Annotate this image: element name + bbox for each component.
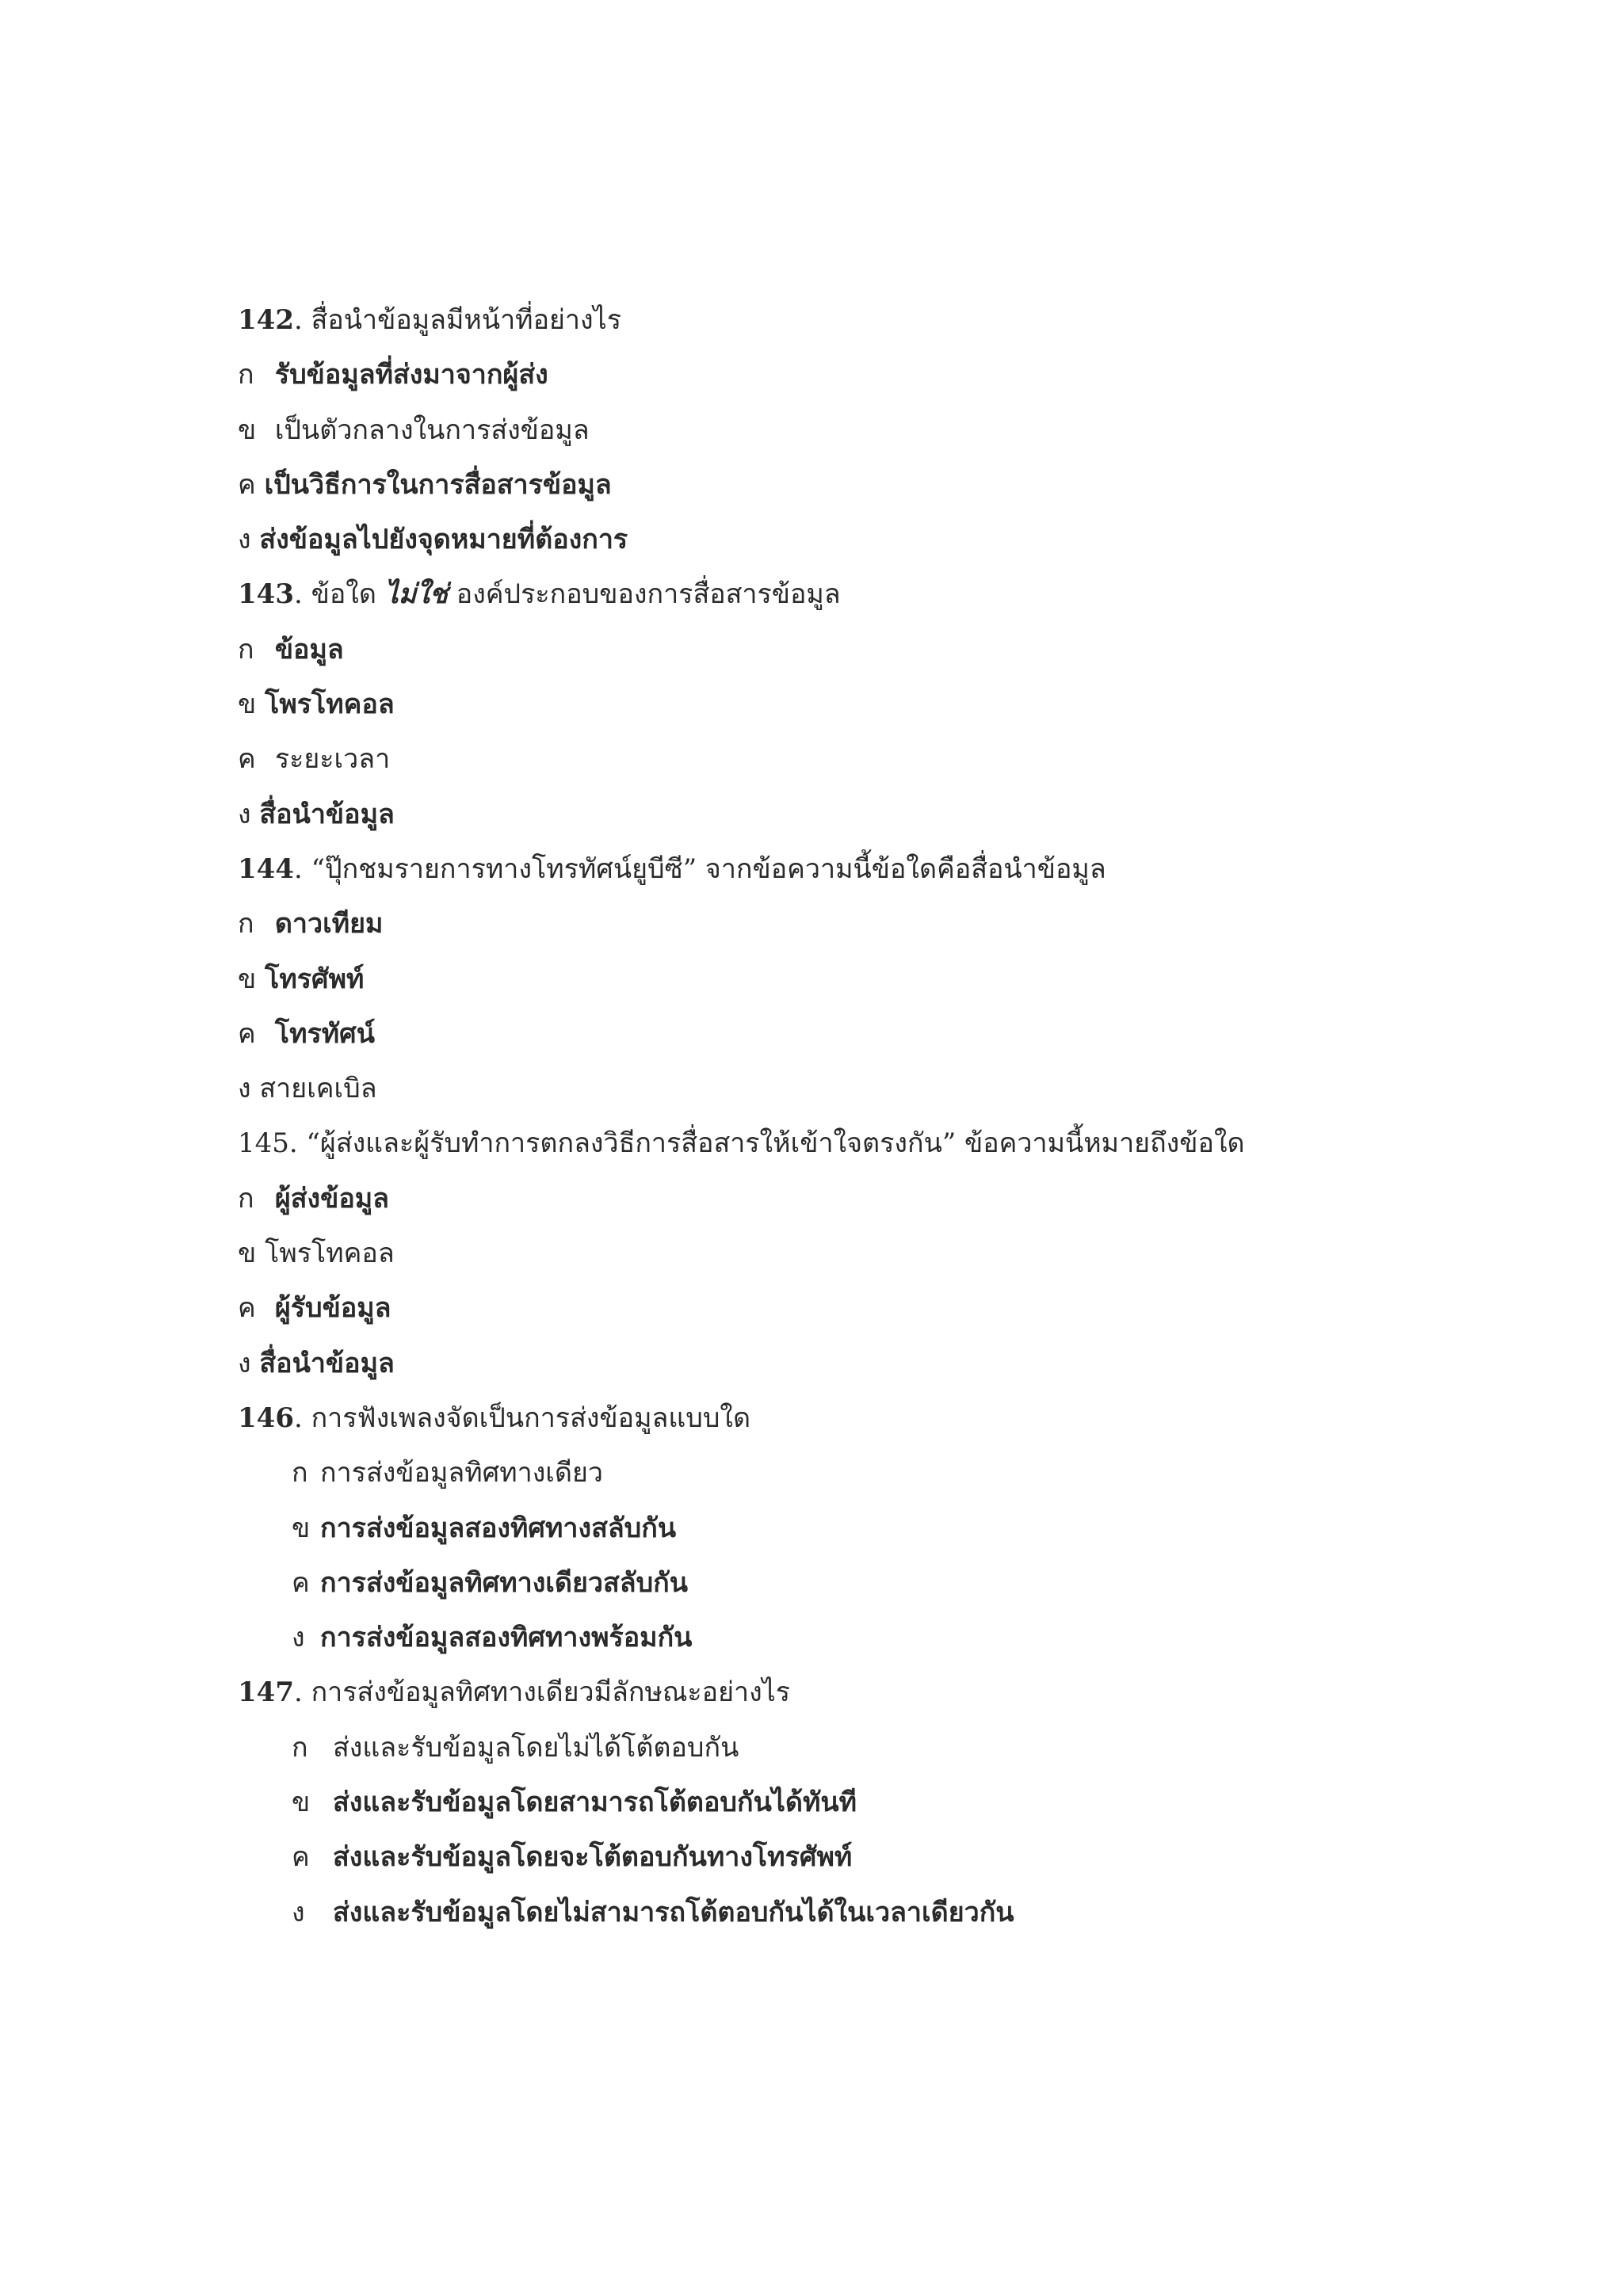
choice-item (238, 1446, 1545, 1501)
question-text: . ข้อใด (293, 578, 385, 611)
choice-item (238, 513, 1545, 567)
choice-item (238, 1007, 1545, 1062)
choice-item (238, 348, 1545, 402)
choice-letter: ข (238, 963, 257, 995)
choice-letter: ข (238, 414, 257, 446)
choice-letter: ก (292, 1731, 308, 1764)
choice-text: เป็นวิธีการในการสื่อสารข้อมูล (264, 468, 612, 501)
choice-text: ดาวเทียม (274, 908, 384, 940)
choice-text: ข้อมูล (274, 633, 344, 666)
choice-letter: ข (292, 1512, 311, 1544)
choice-item (238, 1886, 1545, 1940)
choice-letter: ง (238, 798, 251, 830)
choice-text: ส่งและรับข้อมูลโดยไม่ได้โต้ตอบกัน (333, 1731, 739, 1764)
choice-letter: ง (292, 1896, 305, 1928)
choice-text: ส่งและรับข้อมูลโดยไม่สามารถโต้ตอบกันได้ในเวลาเดียวกัน (333, 1896, 1014, 1928)
question-number: 145 (238, 1127, 289, 1160)
choice-item (238, 1172, 1545, 1226)
choice-text: การส่งข้อมูลทิศทางเดียว (320, 1457, 604, 1489)
question-146 (238, 1391, 1545, 1446)
question-text: . สื่อนำข้อมูลมีหน้าที่อย่างไร (293, 304, 621, 336)
choice-item (238, 403, 1545, 458)
choice-text: ส่งและรับข้อมูลโดยสามารถโต้ตอบกันได้ทันที (333, 1787, 857, 1819)
choice-item (238, 623, 1545, 677)
choice-letter: ง (292, 1622, 305, 1654)
choice-text: การส่งข้อมูลทิศทางเดียวสลับกัน (320, 1566, 689, 1599)
choice-item (238, 1226, 1545, 1281)
choice-text: การส่งข้อมูลสองทิศทางสลับกัน (320, 1512, 677, 1544)
choice-item (238, 1556, 1545, 1611)
question-text: . การฟังเพลงจัดเป็นการส่งข้อมูลแบบใด (293, 1402, 751, 1434)
question-text: . การส่งข้อมูลทิศทางเดียวมีลักษณะอย่างไร (293, 1676, 791, 1709)
choice-item (238, 1337, 1545, 1391)
question-144 (238, 842, 1545, 897)
choice-letter: ค (292, 1566, 310, 1599)
question-emphasis: ไม่ใช่ (384, 578, 448, 611)
choice-item (238, 1775, 1545, 1830)
choice-text: ส่งข้อมูลไปยังจุดหมายที่ต้องการ (259, 524, 628, 556)
choice-text: การส่งข้อมูลสองทิศทางพร้อมกัน (320, 1622, 693, 1654)
choice-letter: ค (292, 1841, 310, 1874)
question-number: 146 (238, 1402, 294, 1434)
choice-item (238, 897, 1545, 952)
question-142 (238, 293, 1545, 348)
choice-item (238, 1062, 1545, 1116)
choice-item (238, 732, 1545, 787)
choice-item (238, 1281, 1545, 1336)
quiz-content (238, 293, 1545, 1940)
choice-item (238, 1501, 1545, 1556)
choice-letter: ง (238, 1347, 251, 1379)
choice-letter: ก (292, 1457, 308, 1489)
choice-letter: ก (238, 359, 254, 391)
choice-text: ส่งและรับข้อมูลโดยจะโต้ตอบกันทางโทรศัพท์ (333, 1841, 853, 1874)
question-text-continued: องค์ประกอบของการสื่อสารข้อมูล (447, 578, 841, 611)
choice-item (238, 1830, 1545, 1885)
choice-text: ระยะเวลา (274, 743, 391, 776)
choice-letter: ง (238, 1073, 251, 1105)
question-number: 144 (238, 852, 294, 885)
choice-letter: ค (238, 468, 256, 501)
choice-letter: ง (238, 524, 251, 556)
question-145 (238, 1116, 1545, 1171)
choice-text: ผู้ส่งข้อมูล (274, 1182, 389, 1215)
choice-item (238, 788, 1545, 842)
choice-text: เป็นตัวกลางในการส่งข้อมูล (274, 414, 590, 446)
choice-item (238, 1721, 1545, 1775)
question-143 (238, 567, 1545, 622)
choice-text: โทรทัศน์ (274, 1017, 375, 1050)
choice-text: สื่อนำข้อมูล (259, 1347, 395, 1379)
question-147 (238, 1665, 1545, 1720)
question-text: . “ผู้ส่งและผู้รับทำการตกลงวิธีการสื่อสารให้เข้าใจตรงกัน” ข้อความนี้หมายถึงข้อใด (288, 1127, 1245, 1160)
choice-text: ผู้รับข้อมูล (274, 1292, 391, 1325)
choice-item (238, 952, 1545, 1007)
choice-letter: ข (238, 688, 257, 721)
choice-letter: ก (238, 1182, 254, 1215)
question-text: . “ปุ๊กชมรายการทางโทรทัศน์ยูบีซี” จากข้อความนี้ข้อใดคือสื่อนำข้อมูล (293, 852, 1106, 885)
choice-item (238, 1611, 1545, 1665)
choice-letter: ก (238, 908, 254, 940)
choice-text: โทรศัพท์ (265, 963, 365, 995)
choice-letter: ข (238, 1238, 257, 1270)
choice-text: โพรโทคอล (265, 688, 395, 721)
question-number: 147 (238, 1676, 294, 1709)
choice-text: สายเคเบิล (259, 1073, 377, 1105)
choice-text: โพรโทคอล (265, 1238, 395, 1270)
choice-letter: ข (292, 1787, 311, 1819)
question-number: 143 (238, 578, 294, 611)
choice-text: รับข้อมูลที่ส่งมาจากผู้ส่ง (274, 359, 548, 391)
choice-item (238, 677, 1545, 732)
choice-item (238, 458, 1545, 513)
choice-letter: ค (238, 743, 256, 776)
choice-letter: ค (238, 1292, 256, 1325)
question-number: 142 (238, 304, 294, 336)
choice-letter: ก (238, 633, 254, 666)
choice-text: สื่อนำข้อมูล (259, 798, 395, 830)
choice-letter: ค (238, 1017, 256, 1050)
